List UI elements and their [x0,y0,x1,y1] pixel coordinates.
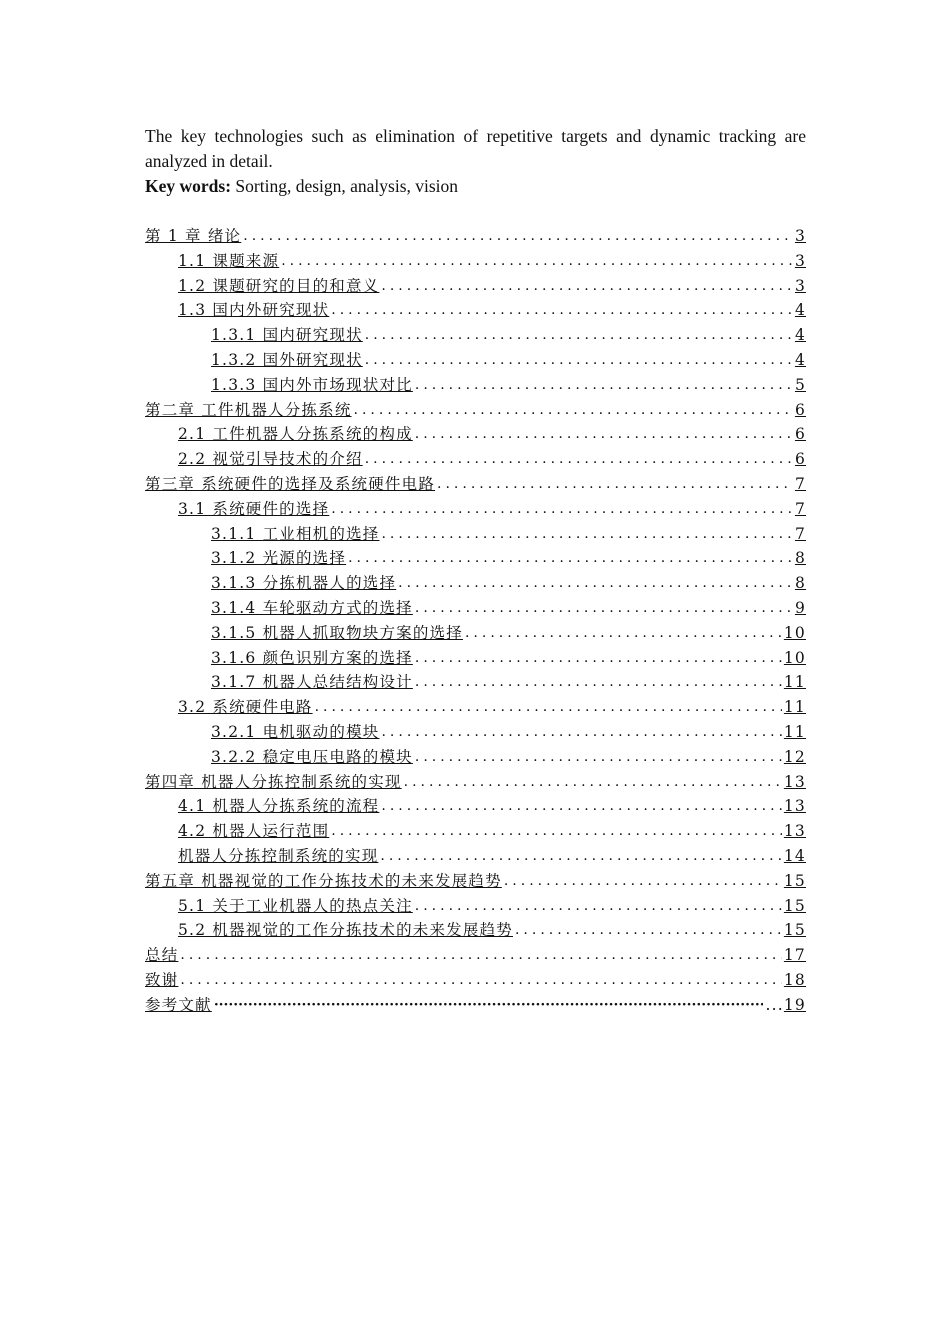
abstract-text: The key technologies such as elimination of repetitive targets and dynamic tracking are analyzed in detail. [145,126,806,171]
toc-tail-dots: ... [765,995,784,1014]
toc-entry-page: 6 [794,400,806,419]
toc-entry-page: 11 [783,722,806,741]
toc-entry-page: 4 [794,350,806,369]
keywords-line [145,174,806,199]
toc-entry[interactable] [145,447,806,472]
toc-dot-leader [348,546,793,571]
toc-entry-page: 13 [783,772,806,791]
toc-entry-title: 致谢 [145,970,179,989]
toc-entry-page: 15 [783,896,806,915]
toc-dot-leader [354,398,793,423]
toc-entry-page: 6 [794,450,806,469]
toc-dot-leader [365,447,793,472]
toc-entry[interactable] [145,943,806,968]
toc-dot-leader [243,224,793,249]
toc-entry-page: 18 [783,970,806,989]
toc-entry-page: 19 [783,995,806,1014]
toc-entry[interactable] [145,472,806,497]
toc-entry-page: 13 [783,797,806,816]
toc-dot-leader [331,497,793,522]
toc-entry-page: 15 [783,871,806,890]
toc-entry-page: 10 [783,648,806,667]
toc-dot-leader [331,298,793,323]
toc-entry-title: 3.1.3 分拣机器人的选择 [211,574,397,593]
toc-dot-leader [214,993,764,1018]
table-of-contents [145,224,806,1018]
toc-entry[interactable] [145,274,806,299]
toc-entry-title: 第二章 工件机器人分拣系统 [145,400,352,419]
toc-dot-leader [381,794,781,819]
toc-entry-page: 10 [783,623,806,642]
toc-entry-title: 第四章 机器人分拣控制系统的实现 [145,772,402,791]
toc-entry[interactable] [145,794,806,819]
toc-entry-title: 4.2 机器人运行范围 [178,822,330,841]
toc-dot-leader [415,422,793,447]
keywords-value: Sorting, design, analysis, vision [231,176,459,196]
toc-dot-leader [365,348,793,373]
toc-entry[interactable] [145,745,806,770]
toc-entry[interactable] [145,596,806,621]
toc-entry-page: 8 [794,574,806,593]
toc-entry[interactable] [145,398,806,423]
toc-entry-title: 1.2 课题研究的目的和意义 [178,276,380,295]
toc-entry-title: 机器人分拣控制系统的实现 [178,846,379,865]
toc-entry-page: 3 [794,227,806,245]
toc-entry[interactable] [145,249,806,274]
toc-entry[interactable] [145,918,806,943]
toc-dot-leader [331,819,782,844]
toc-dot-leader [380,844,781,869]
toc-entry-page: 6 [794,425,806,444]
toc-dot-leader [381,522,792,547]
toc-entry[interactable] [145,894,806,919]
toc-entry-page: 12 [783,747,806,766]
toc-dot-leader [398,571,793,596]
toc-entry-title: 3.1.5 机器人抓取物块方案的选择 [211,623,463,642]
toc-entry-title: 5.1 关于工业机器人的热点关注 [178,896,413,915]
toc-entry[interactable] [145,621,806,646]
toc-entry[interactable] [145,348,806,373]
toc-dot-leader [515,918,782,943]
toc-entry-title: 3.1.4 车轮驱动方式的选择 [211,598,413,617]
toc-entry[interactable] [145,522,806,547]
toc-entry[interactable] [145,298,806,323]
toc-entry[interactable] [145,546,806,571]
toc-dot-leader [415,745,782,770]
toc-entry-title: 1.1 课题来源 [178,251,280,270]
toc-dot-leader [415,646,782,671]
toc-entry[interactable] [145,869,806,894]
toc-dot-leader [504,869,782,894]
toc-entry-title: 1.3.1 国内研究现状 [211,326,363,345]
toc-entry-page: 11 [783,698,806,717]
toc-entry-title: 1.3.3 国内外市场现状对比 [211,375,413,394]
toc-dot-leader [180,968,781,993]
toc-entry[interactable] [145,323,806,348]
toc-entry[interactable] [145,224,806,249]
toc-entry-page: 14 [783,846,806,865]
toc-entry-title: 3.1.7 机器人总结结构设计 [211,673,413,692]
toc-entry-page: 3 [794,276,806,295]
toc-entry[interactable] [145,968,806,993]
toc-entry-title: 3.1 系统硬件的选择 [178,499,330,518]
toc-entry-title: 1.3 国内外研究现状 [178,301,330,320]
toc-entry-page: 9 [794,598,806,617]
toc-entry-page: 7 [794,499,806,518]
toc-entry[interactable] [145,373,806,398]
toc-entry-title: 3.2.1 电机驱动的模块 [211,722,380,741]
toc-entry[interactable] [145,993,806,1018]
toc-entry-page: 3 [794,251,806,270]
toc-entry[interactable] [145,422,806,447]
toc-entry[interactable] [145,646,806,671]
abstract-section [145,124,806,199]
toc-entry-title: 3.2.2 稳定电压电路的模块 [211,747,413,766]
toc-entry-title: 参考文献 [145,995,212,1014]
toc-dot-leader [415,596,793,621]
toc-entry[interactable] [145,571,806,596]
toc-entry[interactable] [145,497,806,522]
toc-entry[interactable] [145,720,806,745]
toc-dot-leader [404,770,782,795]
toc-entry-title: 第三章 系统硬件的选择及系统硬件电路 [145,474,436,493]
toc-entry-title: 1.3.2 国外研究现状 [211,350,363,369]
toc-entry-page: 7 [794,524,806,543]
keywords-label: Key words: [145,176,232,196]
toc-entry[interactable] [145,770,806,795]
toc-entry-title: 第 1 章 绪论 [145,227,242,245]
toc-entry-page: 17 [783,946,806,965]
toc-entry-page: 4 [794,301,806,320]
toc-entry-title: 2.2 视觉引导技术的介绍 [178,450,363,469]
toc-entry-title: 总结 [145,946,179,965]
toc-dot-leader [381,274,793,299]
toc-entry-page: 13 [783,822,806,841]
toc-entry-page: 4 [794,326,806,345]
toc-dot-leader [281,249,793,274]
toc-dot-leader [381,720,781,745]
toc-entry-page: 8 [794,549,806,568]
toc-dot-leader [365,323,793,348]
toc-entry[interactable] [145,819,806,844]
toc-dot-leader [315,695,782,720]
toc-dot-leader [437,472,793,497]
toc-dot-leader [180,943,781,968]
toc-entry-page: 11 [783,673,806,692]
toc-entry[interactable] [145,695,806,720]
toc-entry-title: 3.1.1 工业相机的选择 [211,524,380,543]
toc-entry-title: 3.1.6 颜色识别方案的选择 [211,648,413,667]
toc-entry-page: 15 [783,921,806,940]
toc-entry-page: 7 [794,474,806,493]
toc-entry-title: 第五章 机器视觉的工作分拣技术的未来发展趋势 [145,871,502,890]
toc-entry[interactable] [145,844,806,869]
toc-entry-title: 2.1 工件机器人分拣系统的构成 [178,425,413,444]
toc-entry-title: 5.2 机器视觉的工作分拣技术的未来发展趋势 [178,921,513,940]
toc-entry-title: 3.2 系统硬件电路 [178,698,313,717]
toc-entry-page: 5 [794,375,806,394]
toc-entry[interactable] [145,670,806,695]
toc-dot-leader [415,373,793,398]
toc-entry-title: 3.1.2 光源的选择 [211,549,347,568]
toc-dot-leader [465,621,782,646]
toc-entry-title: 4.1 机器人分拣系统的流程 [178,797,380,816]
toc-dot-leader [415,670,782,695]
toc-dot-leader [415,894,782,919]
